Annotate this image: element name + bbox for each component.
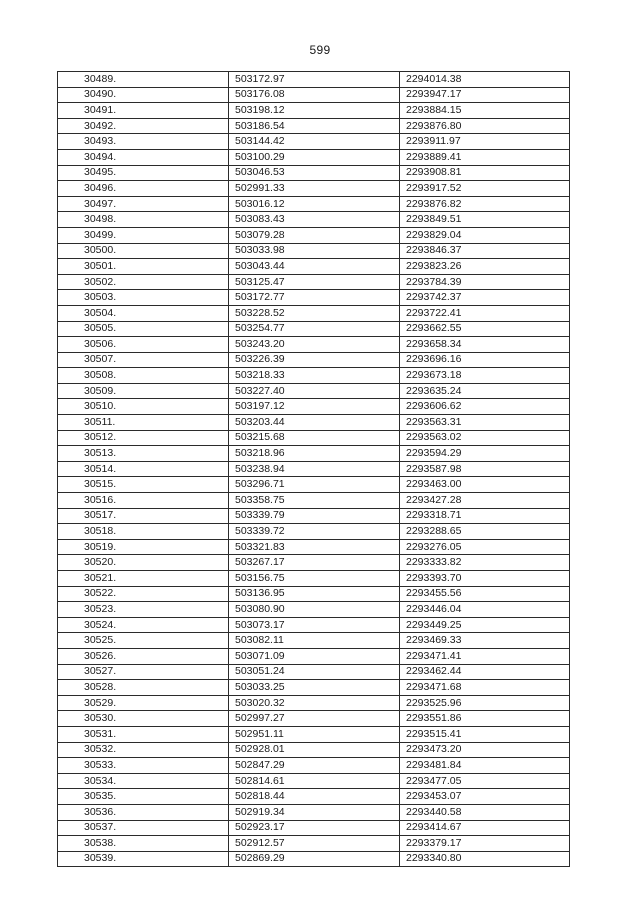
table-row [58,851,570,867]
northing-cell: 2293551.86 [400,711,570,727]
point-id-cell: 30511. [58,415,229,431]
table-row [58,648,570,664]
table-row [58,524,570,540]
easting-cell: 503203.44 [229,415,400,431]
point-id-cell: 30495. [58,165,229,181]
point-id-cell: 30537. [58,820,229,836]
easting-cell: 503254.77 [229,321,400,337]
northing-cell: 2293453.07 [400,789,570,805]
easting-cell: 503218.33 [229,368,400,384]
table-row [58,789,570,805]
point-id-cell: 30491. [58,103,229,119]
northing-cell: 2293884.15 [400,103,570,119]
table-row [58,352,570,368]
easting-cell: 503033.98 [229,243,400,259]
table-row [58,118,570,134]
table-row [58,368,570,384]
table-row [58,430,570,446]
point-id-cell: 30503. [58,290,229,306]
easting-cell: 503083.43 [229,212,400,228]
easting-cell: 503238.94 [229,461,400,477]
northing-cell: 2293662.55 [400,321,570,337]
easting-cell: 502919.34 [229,804,400,820]
easting-cell: 503186.54 [229,118,400,134]
table-row [58,274,570,290]
point-id-cell: 30531. [58,726,229,742]
table-row [58,836,570,852]
northing-cell: 2293742.37 [400,290,570,306]
easting-cell: 502818.44 [229,789,400,805]
point-id-cell: 30529. [58,695,229,711]
point-id-cell: 30536. [58,804,229,820]
northing-cell: 2293696.16 [400,352,570,368]
point-id-cell: 30535. [58,789,229,805]
table-row [58,711,570,727]
table-row [58,134,570,150]
easting-cell: 503100.29 [229,149,400,165]
easting-cell: 502928.01 [229,742,400,758]
page-number: 599 [309,43,331,57]
point-id-cell: 30506. [58,337,229,353]
easting-cell: 503079.28 [229,227,400,243]
table-row [58,555,570,571]
easting-cell: 502912.57 [229,836,400,852]
point-id-cell: 30504. [58,305,229,321]
table-row [58,87,570,103]
point-id-cell: 30513. [58,446,229,462]
northing-cell: 2293463.00 [400,477,570,493]
table-row [58,383,570,399]
table-row [58,539,570,555]
easting-cell: 503082.11 [229,633,400,649]
easting-cell: 503243.20 [229,337,400,353]
table-row [58,680,570,696]
point-id-cell: 30496. [58,181,229,197]
table-row [58,227,570,243]
point-id-cell: 30532. [58,742,229,758]
coordinates-table [57,71,570,867]
point-id-cell: 30502. [58,274,229,290]
easting-cell: 503033.25 [229,680,400,696]
point-id-cell: 30522. [58,586,229,602]
northing-cell: 2293379.17 [400,836,570,852]
table-row [58,477,570,493]
easting-cell: 503043.44 [229,259,400,275]
point-id-cell: 30494. [58,149,229,165]
table-row [58,305,570,321]
table-row [58,617,570,633]
point-id-cell: 30489. [58,72,229,88]
northing-cell: 2293846.37 [400,243,570,259]
point-id-cell: 30508. [58,368,229,384]
easting-cell: 502991.33 [229,181,400,197]
easting-cell: 503339.72 [229,524,400,540]
northing-cell: 2293515.41 [400,726,570,742]
point-id-cell: 30499. [58,227,229,243]
point-id-cell: 30512. [58,430,229,446]
northing-cell: 2293635.24 [400,383,570,399]
point-id-cell: 30493. [58,134,229,150]
point-id-cell: 30515. [58,477,229,493]
point-id-cell: 30533. [58,758,229,774]
northing-cell: 2293449.25 [400,617,570,633]
easting-cell: 503080.90 [229,602,400,618]
easting-cell: 503172.97 [229,72,400,88]
easting-cell: 503197.12 [229,399,400,415]
northing-cell: 2293477.05 [400,773,570,789]
northing-cell: 2293587.98 [400,461,570,477]
table-row [58,820,570,836]
table-row [58,773,570,789]
easting-cell: 503073.17 [229,617,400,633]
point-id-cell: 30528. [58,680,229,696]
northing-cell: 2293469.33 [400,633,570,649]
point-id-cell: 30490. [58,87,229,103]
table-row [58,415,570,431]
easting-cell: 503296.71 [229,477,400,493]
table-row [58,181,570,197]
table-row [58,461,570,477]
table-row [58,726,570,742]
table-row [58,758,570,774]
northing-cell: 2293606.62 [400,399,570,415]
easting-cell: 503358.75 [229,493,400,509]
point-id-cell: 30498. [58,212,229,228]
northing-cell: 2293911.97 [400,134,570,150]
northing-cell: 2293440.58 [400,804,570,820]
northing-cell: 2293823.26 [400,259,570,275]
point-id-cell: 30507. [58,352,229,368]
point-id-cell: 30497. [58,196,229,212]
point-id-cell: 30534. [58,773,229,789]
northing-cell: 2293658.34 [400,337,570,353]
northing-cell: 2293393.70 [400,571,570,587]
point-id-cell: 30492. [58,118,229,134]
point-id-cell: 30519. [58,539,229,555]
northing-cell: 2293876.82 [400,196,570,212]
table-row [58,72,570,88]
northing-cell: 2293594.29 [400,446,570,462]
table-row [58,321,570,337]
point-id-cell: 30538. [58,836,229,852]
table-row [58,243,570,259]
easting-cell: 503267.17 [229,555,400,571]
easting-cell: 503227.40 [229,383,400,399]
point-id-cell: 30521. [58,571,229,587]
northing-cell: 2293427.28 [400,493,570,509]
northing-cell: 2293276.05 [400,539,570,555]
easting-cell: 503016.12 [229,196,400,212]
easting-cell: 503321.83 [229,539,400,555]
table-row [58,165,570,181]
easting-cell: 502923.17 [229,820,400,836]
northing-cell: 2293829.04 [400,227,570,243]
easting-cell: 502814.61 [229,773,400,789]
easting-cell: 502997.27 [229,711,400,727]
northing-cell: 2293462.44 [400,664,570,680]
table-row [58,633,570,649]
northing-cell: 2293414.67 [400,820,570,836]
point-id-cell: 30527. [58,664,229,680]
point-id-cell: 30517. [58,508,229,524]
point-id-cell: 30514. [58,461,229,477]
table-row [58,149,570,165]
point-id-cell: 30526. [58,648,229,664]
table-row [58,446,570,462]
point-id-cell: 30501. [58,259,229,275]
northing-cell: 2293471.68 [400,680,570,696]
northing-cell: 2293455.56 [400,586,570,602]
point-id-cell: 30510. [58,399,229,415]
northing-cell: 2293673.18 [400,368,570,384]
table-row [58,196,570,212]
point-id-cell: 30505. [58,321,229,337]
northing-cell: 2293722.41 [400,305,570,321]
point-id-cell: 30520. [58,555,229,571]
table-row [58,493,570,509]
table-row [58,103,570,119]
table-row [58,742,570,758]
point-id-cell: 30524. [58,617,229,633]
northing-cell: 2293876.80 [400,118,570,134]
northing-cell: 2294014.38 [400,72,570,88]
point-id-cell: 30539. [58,851,229,867]
table-row [58,664,570,680]
easting-cell: 503228.52 [229,305,400,321]
easting-cell: 503198.12 [229,103,400,119]
easting-cell: 503020.32 [229,695,400,711]
northing-cell: 2293288.65 [400,524,570,540]
northing-cell: 2293481.84 [400,758,570,774]
easting-cell: 503051.24 [229,664,400,680]
point-id-cell: 30500. [58,243,229,259]
easting-cell: 503172.77 [229,290,400,306]
easting-cell: 503144.42 [229,134,400,150]
easting-cell: 503136.95 [229,586,400,602]
easting-cell: 502951.11 [229,726,400,742]
easting-cell: 503046.53 [229,165,400,181]
northing-cell: 2293908.81 [400,165,570,181]
northing-cell: 2293446.04 [400,602,570,618]
table-row [58,586,570,602]
point-id-cell: 30516. [58,493,229,509]
table-row [58,508,570,524]
table-row [58,259,570,275]
northing-cell: 2293849.51 [400,212,570,228]
easting-cell: 503218.96 [229,446,400,462]
table-row [58,804,570,820]
easting-cell: 503071.09 [229,648,400,664]
point-id-cell: 30525. [58,633,229,649]
coordinates-table-body [58,72,570,867]
table-row [58,571,570,587]
table-row [58,695,570,711]
point-id-cell: 30530. [58,711,229,727]
table-row [58,290,570,306]
northing-cell: 2293318.71 [400,508,570,524]
easting-cell: 503156.75 [229,571,400,587]
easting-cell: 502847.29 [229,758,400,774]
table-row [58,212,570,228]
northing-cell: 2293333.82 [400,555,570,571]
table-row [58,399,570,415]
easting-cell: 503226.39 [229,352,400,368]
easting-cell: 502869.29 [229,851,400,867]
northing-cell: 2293947.17 [400,87,570,103]
easting-cell: 503125.47 [229,274,400,290]
table-row [58,602,570,618]
northing-cell: 2293340.80 [400,851,570,867]
easting-cell: 503176.08 [229,87,400,103]
northing-cell: 2293471.41 [400,648,570,664]
northing-cell: 2293473.20 [400,742,570,758]
northing-cell: 2293917.52 [400,181,570,197]
table-row [58,337,570,353]
northing-cell: 2293563.02 [400,430,570,446]
point-id-cell: 30518. [58,524,229,540]
easting-cell: 503339.79 [229,508,400,524]
northing-cell: 2293525.96 [400,695,570,711]
northing-cell: 2293889.41 [400,149,570,165]
northing-cell: 2293784.39 [400,274,570,290]
easting-cell: 503215.68 [229,430,400,446]
northing-cell: 2293563.31 [400,415,570,431]
point-id-cell: 30523. [58,602,229,618]
point-id-cell: 30509. [58,383,229,399]
